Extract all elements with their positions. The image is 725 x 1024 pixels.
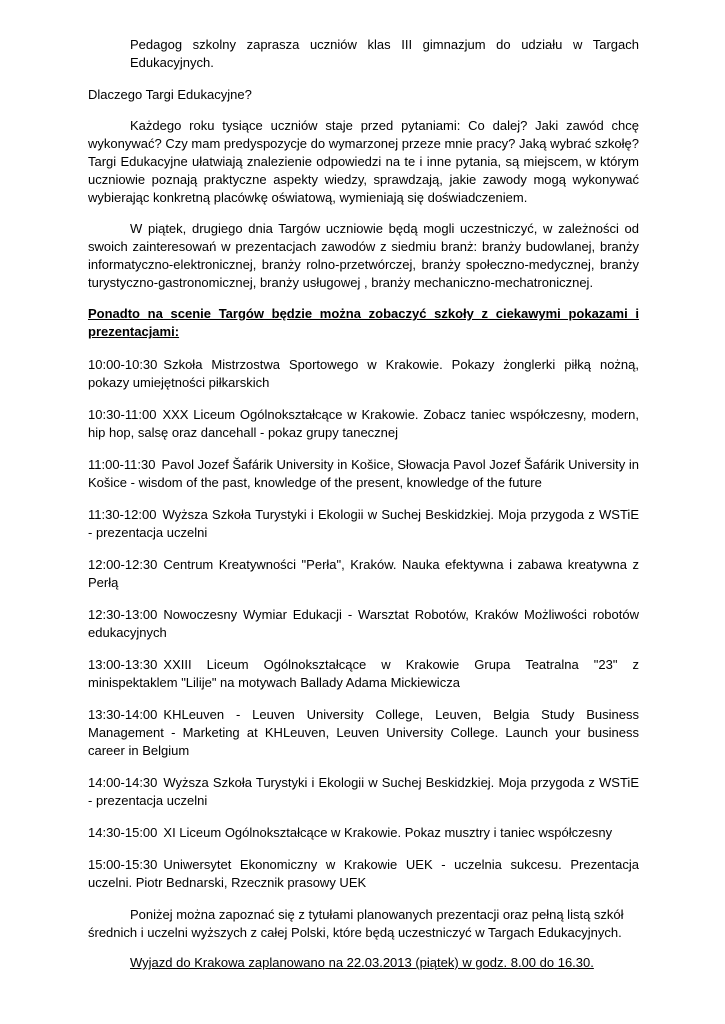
- entry-text: Centrum Kreatywności "Perła", Kraków. Nauka efektywna i zabawa kreatywna z Perłą: [88, 557, 639, 590]
- intro-paragraph-2: W piątek, drugiego dnia Targów uczniowie będą mogli uczestniczyć, w zależności od swoich zainteresowań w prezentacjach zawodów z siedmiu branż: branży budowlanej, branży informatyczno-elektronicznej, branży rolno-przetwórczej, branży społeczno-medycznej, branży turystyczno-gastronomicznej, branży usługowej , branży mechaniczno-mechatronicznej.: [88, 221, 639, 290]
- entry-text: XXX Liceum Ogólnokształcące w Krakowie. Zobacz taniec współczesny, modern, hip hop, salsę oraz dancehall - pokaz grupy tanecznej: [88, 407, 639, 440]
- document-page: [88, 36, 639, 972]
- entry-time: 11:00-11:30: [88, 457, 156, 472]
- schedule-entry: [88, 824, 639, 842]
- trip-info: Wyjazd do Krakowa zaplanowano na 22.03.2013 (piątek) w godz. 8.00 do 16.30.: [130, 955, 594, 970]
- entry-text: Szkoła Mistrzostwa Sportowego w Krakowie. Pokazy żonglerki piłką nożną, pokazy umiejętności piłkarskich: [88, 357, 639, 390]
- entry-text: KHLeuven - Leuven University College, Leuven, Belgia Study Business Management - Marketing at KHLeuven, Leuven University College. Launch your business career in Belgium: [88, 707, 639, 758]
- schedule-entry: [88, 656, 639, 692]
- entry-time: 14:30-15:00: [88, 825, 158, 840]
- intro-paragraph-1: Każdego roku tysiące uczniów staje przed pytaniami: Co dalej? Jaki zawód chcę wykonywać? Czy mam predyspozycje do wymarzonej przeze mnie pracy? Jaką wybrać szkołę? Targi Edukacyjne ułatwiają znalezienie odpowiedzi na te i inne pytania, są miejscem, w którym uczniowie poznają praktyczne aspekty wiedzy, sprawdzają, jakie zawody mogą wykonywać wybierając konkretną placówkę oświatową, wymieniają się doświadczeniem.: [88, 118, 639, 205]
- schedule-entry: [88, 774, 639, 810]
- entry-time: 12:30-13:00: [88, 607, 158, 622]
- schedule-entry: [88, 856, 639, 892]
- entry-time: 12:00-12:30: [88, 557, 158, 572]
- entry-text: Wyższa Szkoła Turystyki i Ekologii w Suchej Beskidzkiej. Moja przygoda z WSTiE - prezentacja uczelni: [88, 775, 639, 808]
- schedule-entry: [88, 456, 639, 492]
- closing-line-1: Poniżej można zapoznać się z tytułami planowanych prezentacji oraz pełną listą szkół: [130, 907, 624, 922]
- schedule-entry: [88, 406, 639, 442]
- entry-text: Wyższa Szkoła Turystyki i Ekologii w Suchej Beskidzkiej. Moja przygoda z WSTiE - prezentacja uczelni: [88, 507, 639, 540]
- closing-line-2: średnich i uczelni wyższych z całej Polski, które będą uczestniczyć w Targach Edukacyjnych.: [88, 925, 622, 940]
- schedule-list: [88, 356, 639, 892]
- schedule-entry: [88, 356, 639, 392]
- schedule-entry: [88, 556, 639, 592]
- entry-text: XXIII Liceum Ogólnokształcące w Krakowie Grupa Teatralna "23" z minispektaklem "Lilije" na motywach Ballady Adama Mickiewicza: [88, 657, 639, 690]
- entry-time: 10:00-10:30: [88, 357, 158, 372]
- entry-text: Uniwersytet Ekonomiczny w Krakowie UEK - uczelnia sukcesu. Prezentacja uczelni. Piotr Bednarski, Rzecznik prasowy UEK: [88, 857, 639, 890]
- question-line: Dlaczego Targi Edukacyjne?: [88, 87, 252, 102]
- entry-time: 10:30-11:00: [88, 407, 157, 422]
- entry-text: Nowoczesny Wymiar Edukacji - Warsztat Robotów, Kraków Możliwości robotów edukacyjnych: [88, 607, 639, 640]
- entry-time: 13:30-14:00: [88, 707, 158, 722]
- entry-time: 11:30-12:00: [88, 507, 157, 522]
- schedule-entry: [88, 606, 639, 642]
- entry-time: 15:00-15:30: [88, 857, 158, 872]
- schedule-entry: [88, 506, 639, 542]
- entry-text: Pavol Jozef Šafárik University in Košice, Słowacja Pavol Jozef Šafárik University in Košice - wisdom of the past, knowledge of the present, knowledge of the future: [88, 457, 639, 490]
- entry-time: 13:00-13:30: [88, 657, 158, 672]
- schedule-heading: Ponadto na scenie Targów będzie można zobaczyć szkoły z ciekawymi pokazami i prezentacjami:: [88, 306, 639, 339]
- schedule-entry: [88, 706, 639, 760]
- invitation-line: Pedagog szkolny zaprasza uczniów klas III gimnazjum do udziału w Targach Edukacyjnych.: [130, 37, 639, 70]
- entry-time: 14:00-14:30: [88, 775, 158, 790]
- entry-text: XI Liceum Ogólnokształcące w Krakowie. Pokaz musztry i taniec współczesny: [163, 825, 613, 840]
- closing-note: [88, 906, 639, 942]
